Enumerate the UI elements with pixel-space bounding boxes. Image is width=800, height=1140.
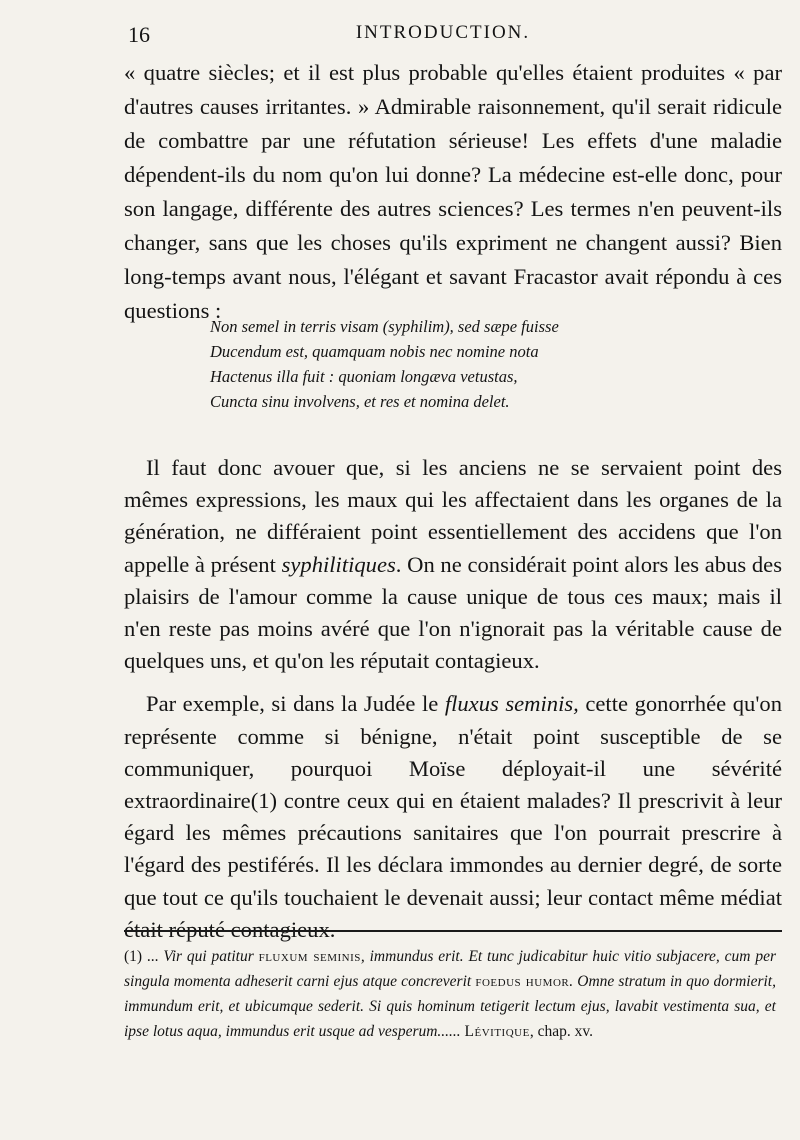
footnote-smallcaps: foedus humor bbox=[475, 973, 570, 990]
footnote-source: Lévitique bbox=[464, 1023, 530, 1040]
verse-line: Ducendum est, quamquam nobis nec nomine nota bbox=[210, 342, 539, 361]
verse-line: Non semel in terris visam (syphilim), sed sæpe fuisse bbox=[210, 317, 559, 336]
verse-line: Cuncta sinu involvens, et res et nomina delet. bbox=[210, 392, 510, 411]
text-run: Il faut donc avouer que, si les anciens ne se servaient point des mêmes expressions, les maux qui les affectaient dans les organes de la génération, ne différaient point essentiellement des accidens que l'on appelle à présent bbox=[124, 455, 782, 577]
footnote-text: Vir qui patitur bbox=[163, 948, 259, 965]
footnote-text: , immundus erit. Et tunc judicabitur huic vitio subjacere, cum per singula momenta adheserit carni ejus atque concreverit bbox=[124, 948, 776, 990]
text-run: . On ne considérait point alors les abus des plaisirs de l'amour comme la cause unique de tous ces maux; mais il n'en reste pas moins avéré que l'on n'ignorait pas la véritable cause de quelques uns, et qu'on les réputait contagieux. bbox=[124, 551, 782, 674]
footnote-chapter: , chap. xv. bbox=[529, 1023, 593, 1040]
italic-term: syphilitiques bbox=[281, 551, 396, 577]
main-text bbox=[124, 452, 782, 946]
italic-term: fluxus seminis, bbox=[444, 691, 579, 717]
running-head bbox=[128, 18, 758, 48]
text-run: cette gonorrhée qu'on représente comme si bénigne, n'était point susceptible de se communiquer, pourquoi Moïse déployait-il une sévérité extraordinaire(1) contre ceux qui en étaient malades? Il prescrivit à leur égard les mêmes précautions sanitaires que l'on pourrait prescrire à l'égard des pestiférés. Il les déclara immondes au dernier degré, de sorte que tout ce qu'ils touchaient le devenait aussi; leur contact même médiat était réputé contagieux. bbox=[124, 691, 782, 942]
paragraph-judee bbox=[124, 688, 782, 946]
opening-paragraph bbox=[124, 56, 782, 328]
running-title: INTRODUCTION. bbox=[355, 22, 531, 43]
footnote-smallcaps: fluxum seminis bbox=[258, 948, 361, 965]
opening-text: « quatre siècles; et il est plus probable qu'elles étaient produites « par d'autres causes irritantes. » Admirable raisonnement, qu'il serait ridicule de combattre par une réfutation sérieuse! Les effets d'une maladie dépendent-ils du nom qu'on lui donne? La médecine est-elle donc, pour son langage, différente des autres sciences? Les termes n'en peuvent-ils changer, sans que les choses qu'ils expriment ne changent aussi? Bien long-temps avant nous, l'élégant et savant Fracastor avait répondu à ces questions : bbox=[124, 60, 782, 323]
footnote-separator bbox=[124, 930, 782, 932]
page-number: 16 bbox=[128, 22, 150, 47]
footnote-mark: (1) ... bbox=[124, 948, 164, 965]
footnote-text: . Omne stratum in quo dormierit, immundum erit, et ubicumque sederit. Si quis hominum tetigerit lectum ejus, lavabit vestimenta sua, et ipse lotus aqua, immundus erit usque ad vesperum...... bbox=[124, 973, 776, 1040]
latin-verse-quotation bbox=[210, 314, 770, 414]
verse-line: Hactenus illa fuit : quoniam longæva vetustas, bbox=[210, 367, 518, 386]
text-run: Par exemple, si dans la Judée le bbox=[146, 691, 445, 717]
paragraph-anciens bbox=[124, 452, 782, 677]
footnote bbox=[124, 944, 776, 1044]
